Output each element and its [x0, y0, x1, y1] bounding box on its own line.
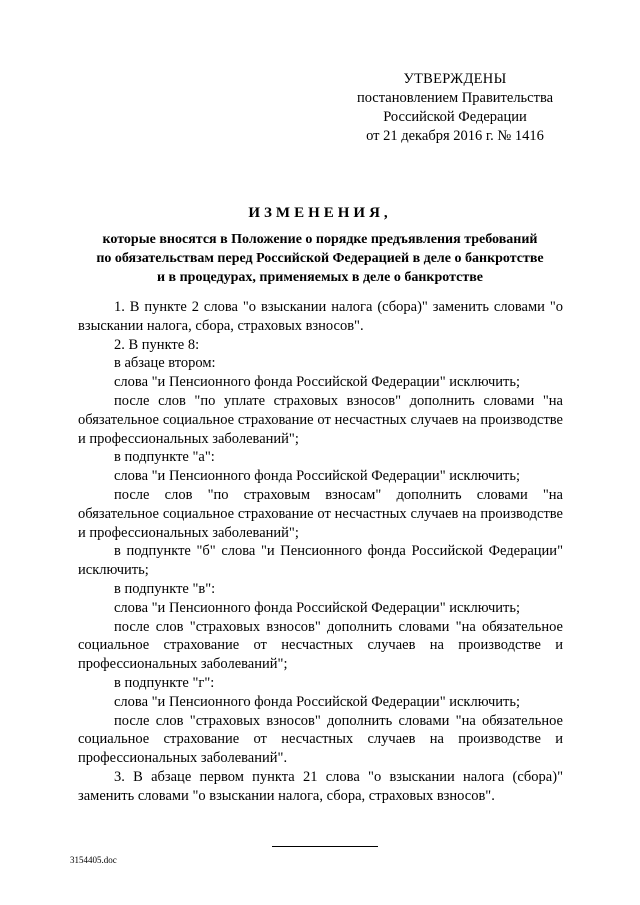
paragraph-10: в подпункте "в": [114, 580, 216, 597]
document-file-id: 3154405.doc [70, 855, 117, 865]
approval-line-2: Российской Федерации [383, 109, 527, 125]
document-title-block [60, 205, 580, 287]
document-subtitle-line-1: которые вносятся в Положение о порядке предъявления требований [102, 232, 538, 247]
approval-heading: УТВЕРЖДЕНЫ [403, 71, 507, 87]
paragraph-14: слова "и Пенсионного фонда Российской Федерации" исключить; [114, 693, 521, 710]
paragraph-4: слова "и Пенсионного фонда Российской Федерации" исключить; [114, 374, 521, 391]
paragraph-16: 3. В абзаце первом пункта 21 слова "о взыскании налога (сбора)" заменить словами "о взыскании налога, сбора, страховых взносов". [78, 768, 563, 804]
paragraph-7: слова "и Пенсионного фонда Российской Федерации" исключить; [114, 468, 521, 485]
paragraph-1: 1. В пункте 2 слова "о взыскании налога (сбора)" заменить словами "о взыскании налога, сбора, страховых взносов". [78, 299, 563, 334]
end-divider [272, 846, 378, 847]
approval-line-1: постановлением Правительства [356, 90, 554, 106]
paragraph-8: после слов "по страховым взносам" дополнить словами "на обязательное социальное страхование от несчастных случаев на производстве и профессиональных заболеваний"; [78, 486, 563, 541]
paragraph-3: в абзаце втором: [114, 355, 216, 372]
paragraph-9: в подпункте "б" слова "и Пенсионного фонда Российской Федерации" исключить; [78, 543, 563, 579]
paragraph-2: 2. В пункте 8: [114, 336, 200, 353]
approval-line-3: от 21 декабря 2016 г. № 1416 [366, 128, 544, 144]
document-body [78, 298, 563, 806]
paragraph-12: после слов "страховых взносов" дополнить словами "на обязательное социальное страхование от несчастных случаев на производстве и профессиональных заболеваний"; [78, 618, 563, 673]
paragraph-6: в подпункте "а": [114, 449, 215, 466]
approval-block [330, 70, 580, 146]
paragraph-5: после слов "по уплате страховых взносов" дополнить словами "на обязательное социальное страхование от несчастных случаев на производстве и профессиональных заболеваний"; [78, 392, 563, 447]
paragraph-15: после слов "страховых взносов" дополнить словами "на обязательное социальное страхование от несчастных случаев на производстве и профессиональных заболеваний". [78, 712, 563, 767]
document-title: ИЗМЕНЕНИЯ, [248, 205, 392, 221]
document-subtitle-line-3: и в процедурах, применяемых в деле о банкротстве [156, 270, 483, 285]
document-subtitle-line-2: по обязательствам перед Российской Федерацией в деле о банкротстве [96, 251, 544, 266]
paragraph-13: в подпункте "г": [114, 674, 215, 691]
paragraph-11: слова "и Пенсионного фонда Российской Федерации" исключить; [114, 599, 521, 616]
